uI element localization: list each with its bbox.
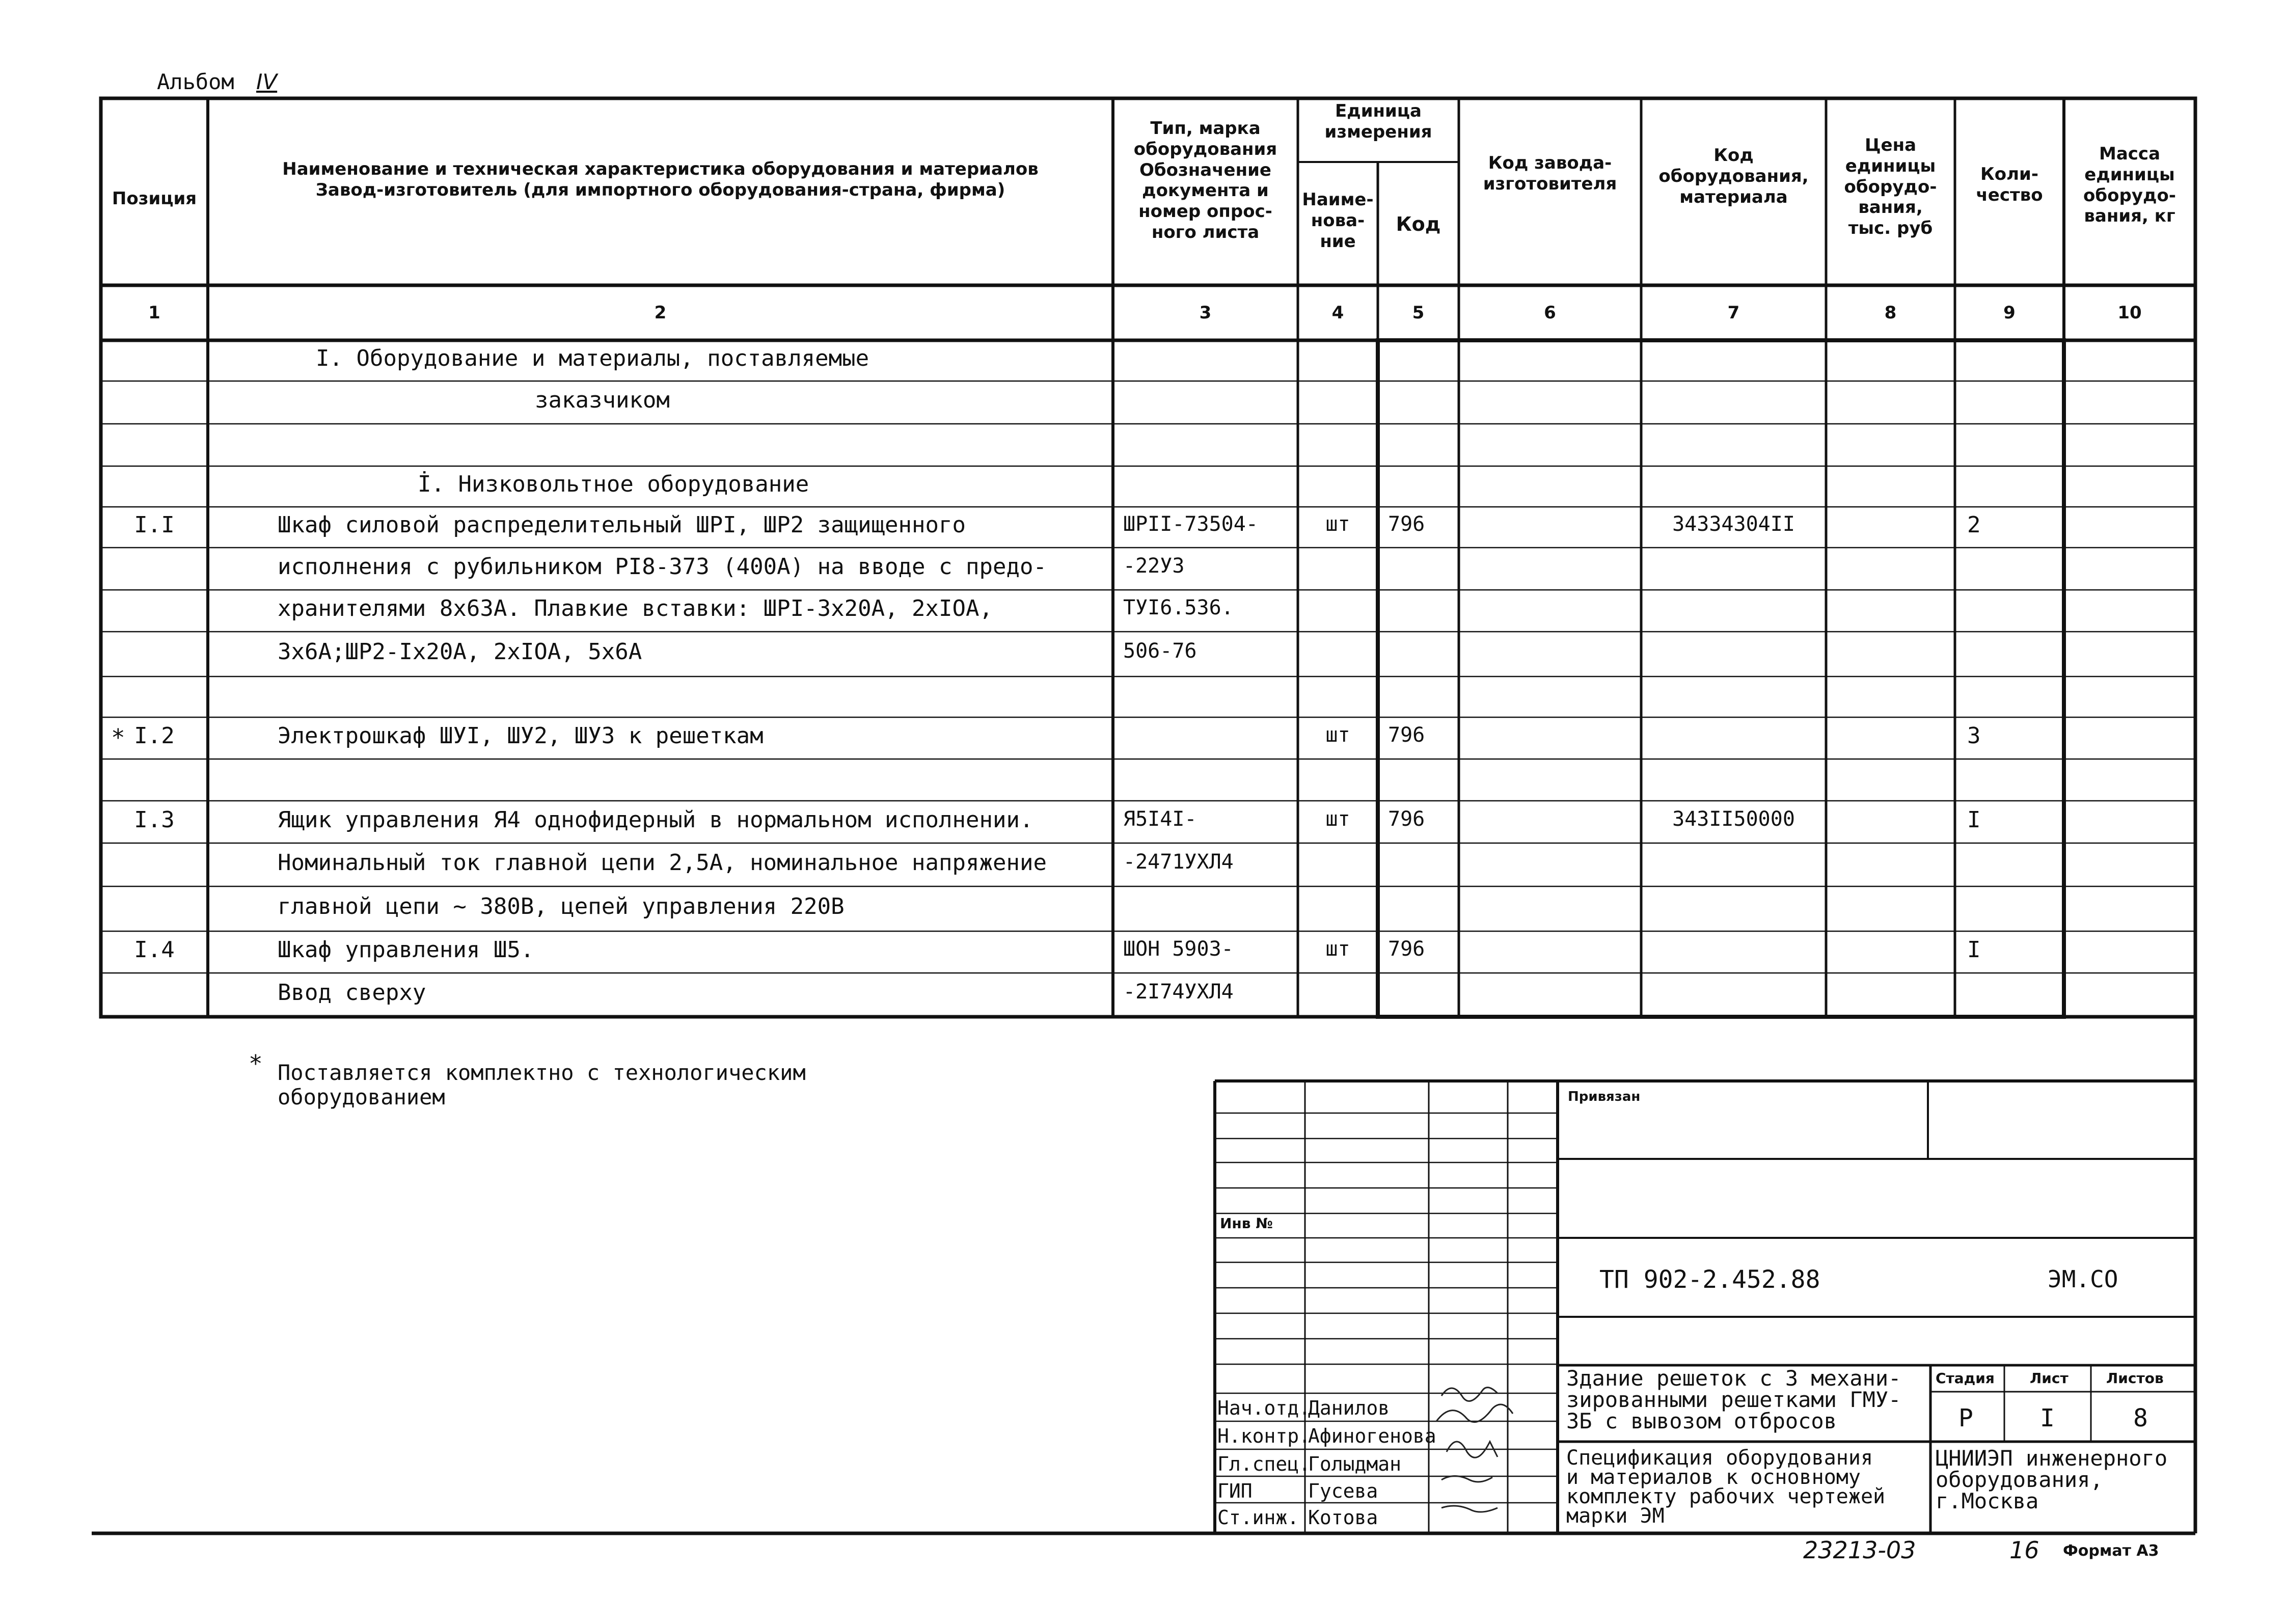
row-unit-code: 796 <box>1388 937 1425 961</box>
description-line: Спецификация оборудования <box>1566 1446 1873 1470</box>
description-line: и материалов к основному <box>1566 1466 1861 1489</box>
col-number: 8 <box>1884 303 1897 323</box>
stage-label: Стадия <box>1936 1370 1995 1387</box>
role-person: Афиногенова <box>1308 1425 1436 1447</box>
row-unit-code: 796 <box>1388 512 1425 536</box>
description-line: комплекту рабочих чертежей <box>1566 1485 1886 1508</box>
row-name: заказчиком <box>535 387 670 413</box>
header-type: Тип, марка оборудования Обозначение документа и номер опрос- ного листа <box>1133 118 1277 242</box>
row-position: I.4 <box>134 937 175 963</box>
footnote-line: оборудованием <box>278 1085 445 1109</box>
footnote-line: Поставляется комплектно с технологическим <box>278 1060 806 1085</box>
sheets-value: 8 <box>2133 1404 2148 1432</box>
building-line: 3Б с вывозом отбросов <box>1566 1409 1837 1433</box>
header-unit-name: Наиме- нова- ние <box>1302 190 1374 252</box>
header-equipment-code: Код оборудования, материала <box>1658 145 1809 207</box>
row-unit-code: 796 <box>1388 807 1425 831</box>
row-position: I.2 <box>134 723 175 749</box>
org-line: г.Москва <box>1936 1488 2039 1513</box>
row-equipment-code: 343II50000 <box>1672 807 1795 831</box>
row-type: ШОН 5903- <box>1123 937 1234 961</box>
row-name: 3х6А;ШР2-Iх20А, 2хIOA, 5х6А <box>278 639 642 665</box>
row-type: -2I74УХЛ4 <box>1123 980 1234 1004</box>
role-label: Н.контр. <box>1217 1425 1311 1447</box>
row-name: Номинальный ток главной цепи 2,5А, номинальное напряжение <box>278 849 1047 876</box>
doc-code: ТП 902-2.452.88 <box>1599 1265 1820 1294</box>
col-number: 1 <box>148 303 160 323</box>
org-line: ЦНИИЭП инженерного <box>1936 1446 2168 1471</box>
footnote-marker: * <box>249 1050 263 1077</box>
row-position: I.3 <box>134 806 175 833</box>
role-label: ГИП <box>1217 1480 1253 1502</box>
row-unit: шт <box>1325 723 1350 747</box>
doc-suffix: ЭМ.СО <box>2048 1265 2118 1293</box>
asterisk-marker: * <box>111 724 125 751</box>
role-label: Гл.спец. <box>1217 1453 1311 1475</box>
role-person: Данилов <box>1308 1397 1390 1419</box>
sheet-label: Лист <box>2030 1370 2069 1387</box>
inv-no-label: Инв № <box>1220 1215 1273 1232</box>
row-unit: шт <box>1325 512 1350 536</box>
role-person: Котова <box>1308 1506 1378 1529</box>
header-factory-code: Код завода- изготовителя <box>1483 153 1617 194</box>
row-type: -22У3 <box>1123 554 1185 578</box>
col-number: 10 <box>2117 303 2142 323</box>
col-number: 7 <box>1727 303 1740 323</box>
col-number: 3 <box>1199 303 1212 323</box>
row-equipment-code: 34334304II <box>1672 512 1795 536</box>
header-name: Наименование и техническая характеристика оборудования и материалов Завод-изготовитель (для импортного оборудования-страна, фирма) <box>282 159 1039 200</box>
org-line: оборудования, <box>1936 1467 2103 1492</box>
row-name: главной цепи ~ 380В, цепей управления 220В <box>278 894 845 919</box>
row-name: Ящик управления Я4 однофидерный в нормальном исполнении. <box>278 806 1033 833</box>
col-number: 5 <box>1412 303 1425 323</box>
row-name: Шкаф управления Ш5. <box>278 937 534 963</box>
row-name: Ввод сверху <box>278 980 426 1006</box>
row-name: исполнения с рубильником PI8-373 (400А) на вводе с предо- <box>278 553 1047 580</box>
album-label: Альбом IV <box>157 69 278 94</box>
privyazan-label: Привязан <box>1568 1089 1641 1104</box>
sheets-label: Листов <box>2106 1370 2164 1387</box>
row-unit: шт <box>1325 937 1350 961</box>
role-person: Голыдман <box>1308 1453 1402 1475</box>
description-line: марки ЭМ <box>1566 1504 1665 1528</box>
header-quantity: Коли- чество <box>1976 164 2043 205</box>
row-quantity: I <box>1967 806 1981 833</box>
row-type: ТУI6.536. <box>1123 596 1234 619</box>
row-type: ШРII-73504- <box>1123 512 1258 536</box>
header-price: Цена единицы оборудо- вания, тыс. руб <box>1844 135 1937 239</box>
row-position: I.I <box>134 512 175 538</box>
row-name: Шкаф силовой распределительный ШРI, ШР2 защищенного <box>278 512 966 538</box>
row-name: хранителями 8х63А. Плавкие вставки: ШРI-3х20А, 2хIOA, <box>278 596 993 621</box>
row-type: -2471УХЛ4 <box>1123 850 1234 874</box>
row-type: 506-76 <box>1123 639 1197 663</box>
building-line: зированными решетками ГМУ- <box>1566 1387 1901 1412</box>
header-unit-code: Код <box>1396 213 1441 235</box>
row-name: İ. Низковольтное оборудование <box>418 471 809 497</box>
page-number: 16 <box>2009 1536 2039 1564</box>
archive-number: 23213-03 <box>1803 1536 1916 1564</box>
format-label: Формат А3 <box>2063 1542 2159 1560</box>
building-line: Здание решеток с 3 механи- <box>1566 1366 1901 1391</box>
row-unit: шт <box>1325 807 1350 831</box>
role-label: Нач.отд. <box>1217 1397 1311 1419</box>
row-unit-code: 796 <box>1388 723 1425 747</box>
col-number: 2 <box>654 303 667 323</box>
row-quantity: I <box>1967 937 1981 963</box>
col-number: 9 <box>2003 303 2016 323</box>
row-quantity: 2 <box>1967 512 1981 538</box>
stage-value: Р <box>1958 1404 1973 1432</box>
row-name: I. Оборудование и материалы, поставляемые <box>316 345 869 371</box>
signature-1 <box>1441 1388 1498 1401</box>
sheet-value: I <box>2040 1404 2055 1432</box>
row-name: Электрошкаф ШУI, ШУ2, ШУ3 к решеткам <box>278 723 764 749</box>
row-type: Я5I4I- <box>1123 807 1197 831</box>
col-number: 6 <box>1544 303 1556 323</box>
col-number: 4 <box>1331 303 1344 323</box>
header-mass: Масса единицы оборудо- вания, кг <box>2083 144 2176 227</box>
role-label: Ст.инж. <box>1217 1506 1299 1529</box>
header-position: Позиция <box>112 188 197 209</box>
row-quantity: 3 <box>1967 723 1981 749</box>
header-unit: Единица измерения <box>1324 101 1432 142</box>
role-person: Гусева <box>1308 1480 1378 1502</box>
